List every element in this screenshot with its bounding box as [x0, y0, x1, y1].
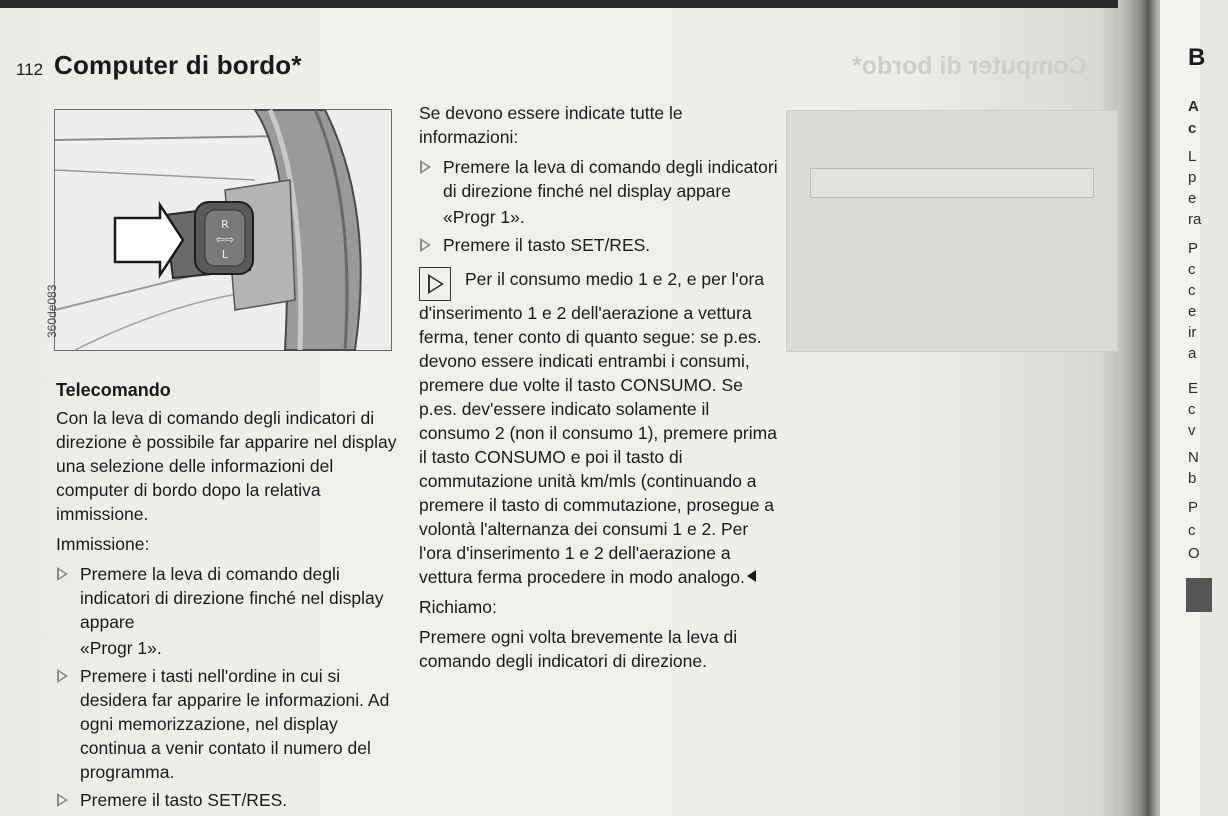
step-text: Premere la leva di comando degli indicatori di direzione finché nel display appare [443, 157, 778, 201]
list-item [56, 664, 406, 784]
right-page-line: E [1188, 380, 1199, 397]
note-paragraph [419, 267, 779, 589]
left-column [56, 378, 406, 816]
step-text: Premere il tasto SET/RES. [80, 790, 288, 810]
list-item [419, 233, 779, 257]
scan-top-edge [0, 0, 1200, 8]
bleed-through-display [810, 168, 1094, 198]
right-page-line: c [1188, 120, 1197, 137]
step-text: Premere la leva di comando degli indicatori di direzione finché nel display appare [80, 564, 384, 632]
right-page-line: c [1188, 401, 1196, 418]
right-page-line: v [1188, 422, 1196, 439]
immissione-label: Immissione: [56, 534, 150, 554]
right-page-line: ir [1188, 324, 1197, 341]
list-item [419, 155, 779, 229]
right-page-heading: B [1188, 44, 1206, 71]
right-page-note-icon [1186, 578, 1212, 612]
note-play-icon [419, 267, 451, 301]
right-page-line: ra [1188, 211, 1202, 228]
bullet-triangle-icon [57, 669, 68, 683]
richiamo-text: Premere ogni volta brevemente la leva di comando degli indicatori di direzione. [419, 627, 738, 671]
right-page-line: p [1188, 169, 1197, 186]
bullet-triangle-icon [420, 238, 431, 252]
right-page-line: A [1188, 98, 1199, 115]
bullet-triangle-icon [57, 793, 68, 807]
right-page-line: c [1188, 522, 1196, 539]
right-page-line: e [1188, 303, 1197, 320]
list-item [56, 562, 406, 660]
right-page-line: c [1188, 261, 1196, 278]
step-sub: «Progr 1». [80, 638, 162, 658]
figure-code: 360de083 [45, 284, 59, 338]
right-page-line: P [1188, 240, 1199, 257]
step-text: Premere il tasto SET/RES. [443, 235, 651, 255]
bleed-through-image [786, 110, 1118, 352]
richiamo-label: Richiamo: [419, 597, 497, 617]
note-text: Per il consumo medio 1 e 2, e per l'ora d'inserimento 1 e 2 dell'aerazione a vettura ferma, tener conto di quanto segue: se p.es. devono essere indicati entrambi i consumi, premere due volte il tasto CONSUMO. Se p.es. dev'essere indicato solamente il consumo 2 (non il consumo 1), premere prima il tasto CONSUMO e poi il tasto di commutazione unità km/mls (continuando a premere il tasto di commutazione, prosegue a volontà l'alternanza dei consumi 1 e 2. Per l'ora d'inserimento 1 e 2 dell'aerazione a vettura ferma procedere in modo analogo. [419, 269, 777, 587]
right-page-edge [1160, 0, 1206, 816]
list-item [56, 788, 406, 812]
right-page-line: b [1188, 470, 1197, 487]
bleed-through-title: Computer di bordo* [852, 52, 1087, 80]
section-heading-telecomando: Telecomando [56, 380, 171, 400]
right-page-line: L [1188, 148, 1197, 165]
turn-signal-lever-figure [45, 109, 392, 351]
bullet-triangle-icon [57, 567, 68, 581]
lever-label-r: R [221, 218, 229, 231]
right-page-line: O [1188, 545, 1200, 562]
right-page-line: e [1188, 190, 1197, 207]
lever-illustration [55, 110, 391, 350]
right-page-line: c [1188, 282, 1196, 299]
right-intro: Se devono essere indicate tutte le informazioni: [419, 103, 683, 147]
intro-paragraph: Con la leva di comando degli indicatori di direzione è possibile far apparire nel display una selezione delle informazioni del computer di bordo dopo la relativa immissione. [56, 408, 397, 524]
bullet-triangle-icon [420, 160, 431, 174]
step-text: Premere i tasti nell'ordine in cui si desidera far apparire le informazioni. Ad ogni memorizzazione, nel display continua a venir contato il numero del programma. [80, 666, 390, 782]
right-column [419, 101, 779, 679]
right-page-line: N [1188, 449, 1199, 466]
left-page [0, 8, 1130, 816]
end-of-section-icon [747, 570, 756, 582]
page-number: 112 [16, 60, 44, 79]
lever-arrows-icon: ⇦⇨ [215, 233, 235, 246]
right-page-line: P [1188, 499, 1199, 516]
lever-label-l: L [221, 248, 229, 261]
page-title: Computer di bordo* [54, 50, 302, 80]
step-sub: «Progr 1». [443, 207, 525, 227]
right-page-line: a [1188, 345, 1197, 362]
